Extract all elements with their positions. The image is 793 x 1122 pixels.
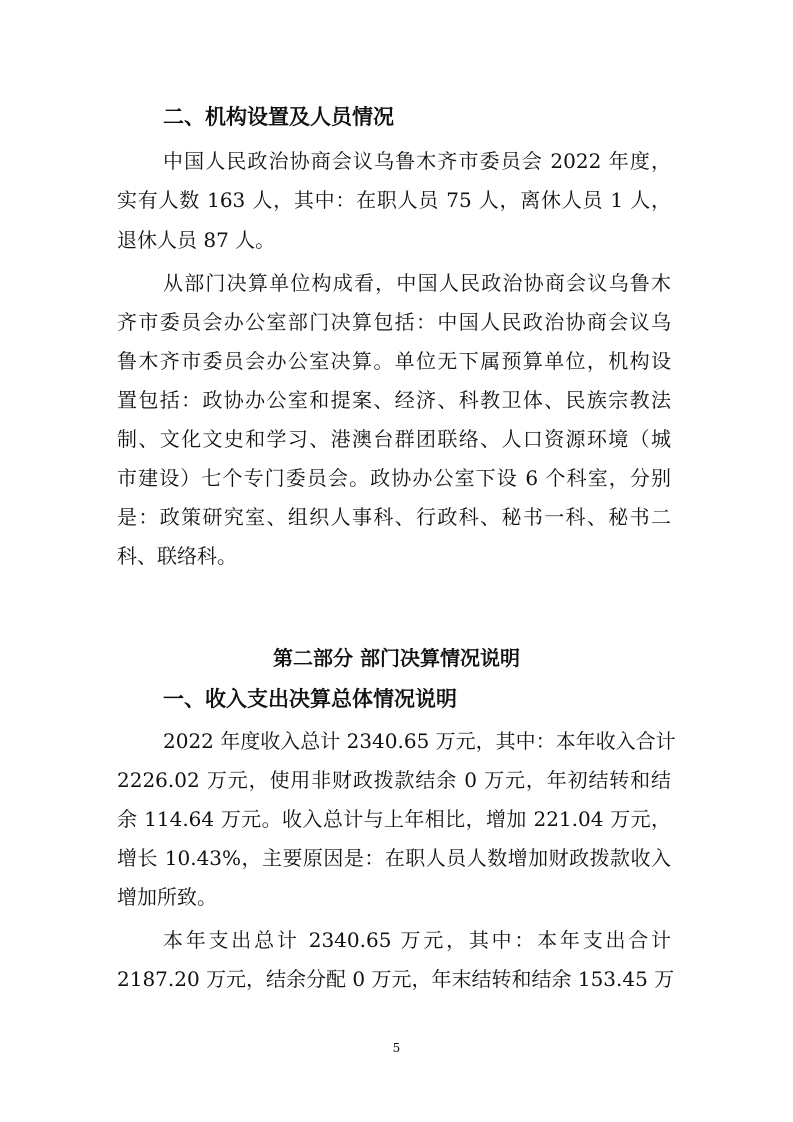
- paragraph-line: 制、文化文史和学习、港澳台群团联络、人口资源环境（城: [117, 427, 671, 451]
- paragraph-line: 齐市委员会办公室部门决算包括：中国人民政治协商会议乌: [117, 310, 671, 334]
- paragraph-line: 增加所致。: [117, 885, 217, 909]
- part-title: 第二部分 部门决算情况说明: [273, 646, 520, 670]
- paragraph-line: 是：政策研究室、组织人事科、行政科、秘书一科、秘书二: [117, 505, 671, 529]
- paragraph-line: 本年支出总计 2340.65 万元，其中：本年支出合计: [163, 928, 671, 952]
- page-number: 5: [392, 1041, 401, 1055]
- paragraph-line: 市建设）七个专门委员会。政协办公室下设 6 个科室，分别: [117, 466, 671, 490]
- section-heading-organization: 二、机构设置及人员情况: [163, 105, 394, 129]
- paragraph-line: 鲁木齐市委员会办公室决算。单位无下属预算单位，机构设: [117, 349, 671, 373]
- paragraph-line: 退休人员 87 人。: [117, 228, 276, 252]
- paragraph-line: 2226.02 万元，使用非财政拨款结余 0 万元，年初结转和结: [117, 768, 671, 792]
- paragraph-line: 增长 10.43%，主要原因是：在职人员人数增加财政拨款收入: [117, 846, 671, 870]
- paragraph-line: 置包括：政协办公室和提案、经济、科教卫体、民族宗教法: [117, 388, 671, 412]
- paragraph-line: 2022 年度收入总计 2340.65 万元，其中：本年收入合计: [163, 729, 676, 753]
- paragraph-line: 实有人数 163 人，其中：在职人员 75 人，离休人员 1 人，: [117, 188, 671, 212]
- paragraph-line: 余 114.64 万元。收入总计与上年相比，增加 221.04 万元，: [117, 807, 671, 831]
- paragraph-line: 从部门决算单位构成看，中国人民政治协商会议乌鲁木: [163, 271, 671, 295]
- paragraph-line: 中国人民政治协商会议乌鲁木齐市委员会 2022 年度，: [163, 149, 671, 173]
- paragraph-line: 科、联络科。: [117, 544, 237, 568]
- paragraph-line: 2187.20 万元，结余分配 0 万元，年末结转和结余 153.45 万: [117, 967, 675, 991]
- section-heading-income-expenditure: 一、收入支出决算总体情况说明: [163, 687, 457, 711]
